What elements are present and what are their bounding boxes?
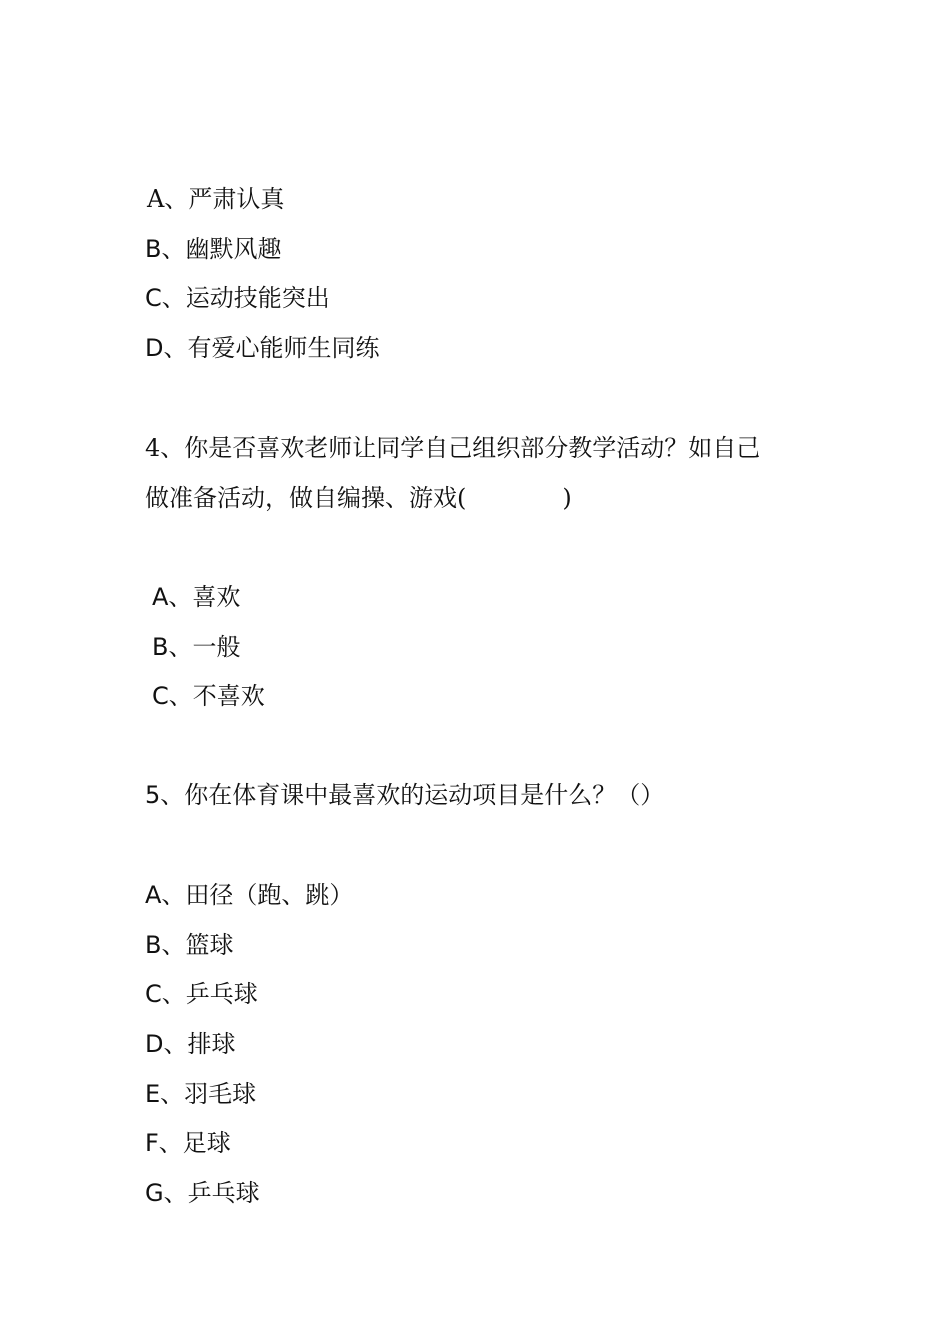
q4-option-c: C、不喜欢	[152, 682, 265, 710]
q4-option-b: B、一般	[152, 633, 241, 661]
q4-question-line-2-close: )	[562, 484, 572, 512]
q3-option-c: C、运动技能突出	[145, 284, 330, 312]
q3-option-d: D、有爱心能师生同练	[145, 334, 380, 362]
q5-option-f: F、足球	[145, 1129, 231, 1157]
q3-option-b: B、幽默风趣	[145, 235, 282, 263]
q5-option-d: D、排球	[145, 1030, 236, 1058]
q4-option-a: A、喜欢	[152, 583, 241, 611]
q3-option-a: A、严肃认真	[147, 185, 285, 213]
q4-question-line-2-text: 做准备活动，做自编操、游戏(	[145, 484, 467, 512]
q5-option-g: G、乒乓球	[145, 1179, 260, 1207]
q5-option-b: B、篮球	[145, 931, 234, 959]
q5-option-c: C、乒乓球	[145, 980, 258, 1008]
q5-option-e: E、羽毛球	[145, 1080, 257, 1108]
q4-question-line-2	[145, 483, 572, 513]
q5-question: 5、你在体育课中最喜欢的运动项目是什么？（）	[145, 781, 665, 809]
q4-question-line-1: 4、你是否喜欢老师让同学自己组织部分教学活动？如自己	[145, 434, 761, 462]
q5-option-a: A、田径（跑、跳）	[145, 881, 354, 909]
